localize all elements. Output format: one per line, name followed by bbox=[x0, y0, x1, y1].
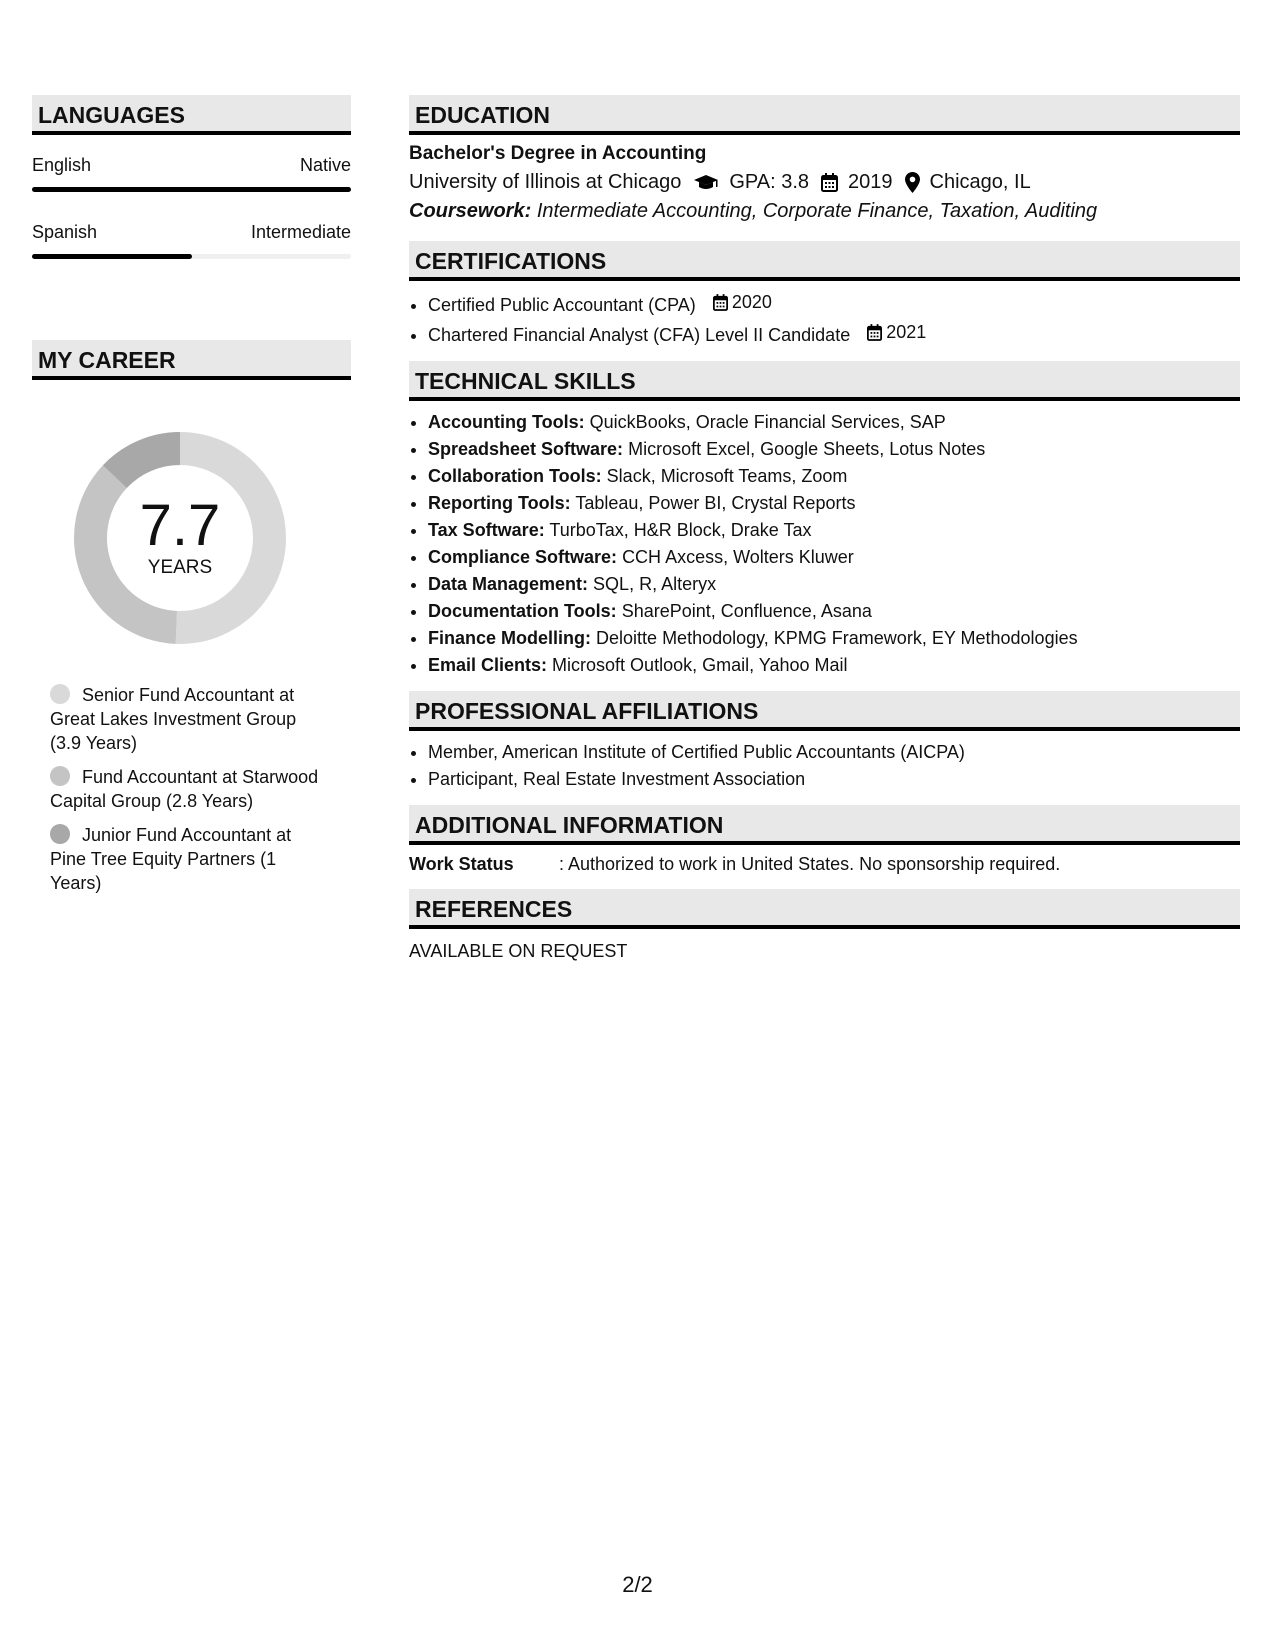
skill-value: SQL, R, Alteryx bbox=[593, 574, 717, 594]
education-degree: Bachelor's Degree in Accounting bbox=[409, 143, 707, 164]
career-total-years: 7.7 bbox=[139, 493, 221, 558]
education-coursework bbox=[409, 200, 1240, 223]
career-role-label: Fund Accountant at Starwood Capital Group (2.8 Years) bbox=[50, 767, 319, 811]
skill-item bbox=[428, 463, 1240, 490]
calendar-icon bbox=[821, 173, 838, 192]
skill-value: Microsoft Excel, Google Sheets, Lotus Notes bbox=[628, 439, 986, 459]
skill-item bbox=[428, 652, 1240, 679]
affiliations-heading: PROFESSIONAL AFFILIATIONS bbox=[409, 691, 1240, 731]
language-proficiency-fill bbox=[32, 254, 192, 259]
language-proficiency-bar bbox=[32, 254, 351, 259]
skill-item bbox=[428, 544, 1240, 571]
work-status-value: : Authorized to work in United States. No sponsorship required. bbox=[559, 854, 1061, 874]
additional-info-heading: ADDITIONAL INFORMATION bbox=[409, 805, 1240, 845]
skill-item bbox=[428, 571, 1240, 598]
career-legend-item bbox=[50, 823, 325, 895]
graduation-cap-icon bbox=[693, 174, 719, 192]
career-legend-item bbox=[50, 683, 325, 755]
career-role-label: Junior Fund Accountant at Pine Tree Equity Partners (1 Years) bbox=[50, 825, 292, 893]
left-column bbox=[32, 95, 351, 893]
references-text: AVAILABLE ON REQUEST bbox=[409, 941, 628, 961]
language-name: Spanish bbox=[32, 222, 98, 242]
work-status-row bbox=[409, 854, 1240, 875]
certification-item bbox=[428, 319, 1240, 349]
skill-item bbox=[428, 598, 1240, 625]
affiliations-list bbox=[409, 739, 1240, 793]
education-gpa: GPA: 3.8 bbox=[729, 171, 810, 193]
career-legend-item bbox=[50, 765, 325, 813]
skill-item bbox=[428, 409, 1240, 436]
skill-label: Collaboration Tools: bbox=[428, 466, 602, 486]
skill-label: Spreadsheet Software: bbox=[428, 439, 624, 459]
career-years-unit: YEARS bbox=[147, 557, 213, 578]
skill-label: Email Clients: bbox=[428, 655, 548, 675]
coursework-label: Coursework: bbox=[409, 200, 532, 222]
skill-value: CCH Axcess, Wolters Kluwer bbox=[622, 547, 854, 567]
legend-dot bbox=[50, 766, 70, 786]
legend-dot bbox=[50, 684, 70, 704]
right-column bbox=[409, 95, 1240, 962]
affiliation-item: • Member, American Institute of Certified Public Accountants (AICPA) bbox=[428, 739, 1240, 766]
technical-skills-heading: TECHNICAL SKILLS bbox=[409, 361, 1240, 401]
skill-value: Tableau, Power BI, Crystal Reports bbox=[575, 493, 856, 513]
skill-label: Documentation Tools: bbox=[428, 601, 617, 621]
work-status-label: Work Status bbox=[409, 854, 514, 874]
page-number: 2/2 bbox=[622, 1572, 653, 1597]
education-school: University of Illinois at Chicago bbox=[409, 171, 682, 193]
legend-dot bbox=[50, 824, 70, 844]
language-level: Intermediate bbox=[250, 222, 351, 242]
skill-value: Microsoft Outlook, Gmail, Yahoo Mail bbox=[552, 655, 848, 675]
skills-list bbox=[409, 409, 1240, 679]
certification-item bbox=[428, 289, 1240, 319]
education-year: 2019 bbox=[848, 171, 893, 193]
career-donut-chart bbox=[67, 425, 293, 651]
certification-year: 2021 bbox=[886, 322, 927, 342]
skill-value: Slack, Microsoft Teams, Zoom bbox=[606, 466, 848, 486]
language-proficiency-fill bbox=[32, 187, 351, 192]
skill-value: SharePoint, Confluence, Asana bbox=[621, 601, 872, 621]
skill-label: Compliance Software: bbox=[428, 547, 618, 567]
skill-label: Accounting Tools: bbox=[428, 412, 585, 432]
calendar-icon bbox=[867, 324, 882, 341]
language-level: Native bbox=[299, 155, 351, 175]
skill-value: TurboTax, H&R Block, Drake Tax bbox=[549, 520, 812, 540]
certifications-list bbox=[409, 289, 1240, 349]
calendar-icon bbox=[713, 294, 728, 311]
skill-label: Data Management: bbox=[428, 574, 589, 594]
references-heading: REFERENCES bbox=[409, 889, 1240, 929]
education-heading: EDUCATION bbox=[409, 95, 1240, 135]
career-heading: MY CAREER bbox=[32, 340, 351, 380]
certification-name: Chartered Financial Analyst (CFA) Level II Candidate bbox=[428, 325, 851, 345]
skill-value: Deloitte Methodology, KPMG Framework, EY Methodologies bbox=[596, 628, 1078, 648]
education-location: Chicago, IL bbox=[929, 171, 1031, 193]
education-details bbox=[409, 171, 1240, 194]
certification-year: 2020 bbox=[731, 292, 772, 312]
skill-item bbox=[428, 436, 1240, 463]
skill-item bbox=[428, 490, 1240, 517]
skill-label: Reporting Tools: bbox=[428, 493, 571, 513]
career-legend bbox=[50, 683, 325, 905]
affiliation-item: • Participant, Real Estate Investment Association bbox=[428, 766, 1240, 793]
skill-item bbox=[428, 517, 1240, 544]
skill-label: Tax Software: bbox=[428, 520, 545, 540]
language-english bbox=[32, 155, 351, 192]
language-proficiency-bar bbox=[32, 187, 351, 192]
certification-name: Certified Public Accountant (CPA) bbox=[428, 295, 696, 315]
skill-item bbox=[428, 625, 1240, 652]
languages-heading: LANGUAGES bbox=[32, 95, 351, 135]
skill-label: Finance Modelling: bbox=[428, 628, 592, 648]
certifications-heading: CERTIFICATIONS bbox=[409, 241, 1240, 281]
career-role-label: Senior Fund Accountant at Great Lakes Investment Group (3.9 Years) bbox=[50, 685, 297, 753]
skill-value: QuickBooks, Oracle Financial Services, SAP bbox=[589, 412, 946, 432]
language-spanish bbox=[32, 222, 351, 259]
language-name: English bbox=[32, 155, 92, 175]
location-pin-icon bbox=[905, 172, 920, 193]
coursework-value: Intermediate Accounting, Corporate Finance, Taxation, Auditing bbox=[536, 200, 1098, 222]
